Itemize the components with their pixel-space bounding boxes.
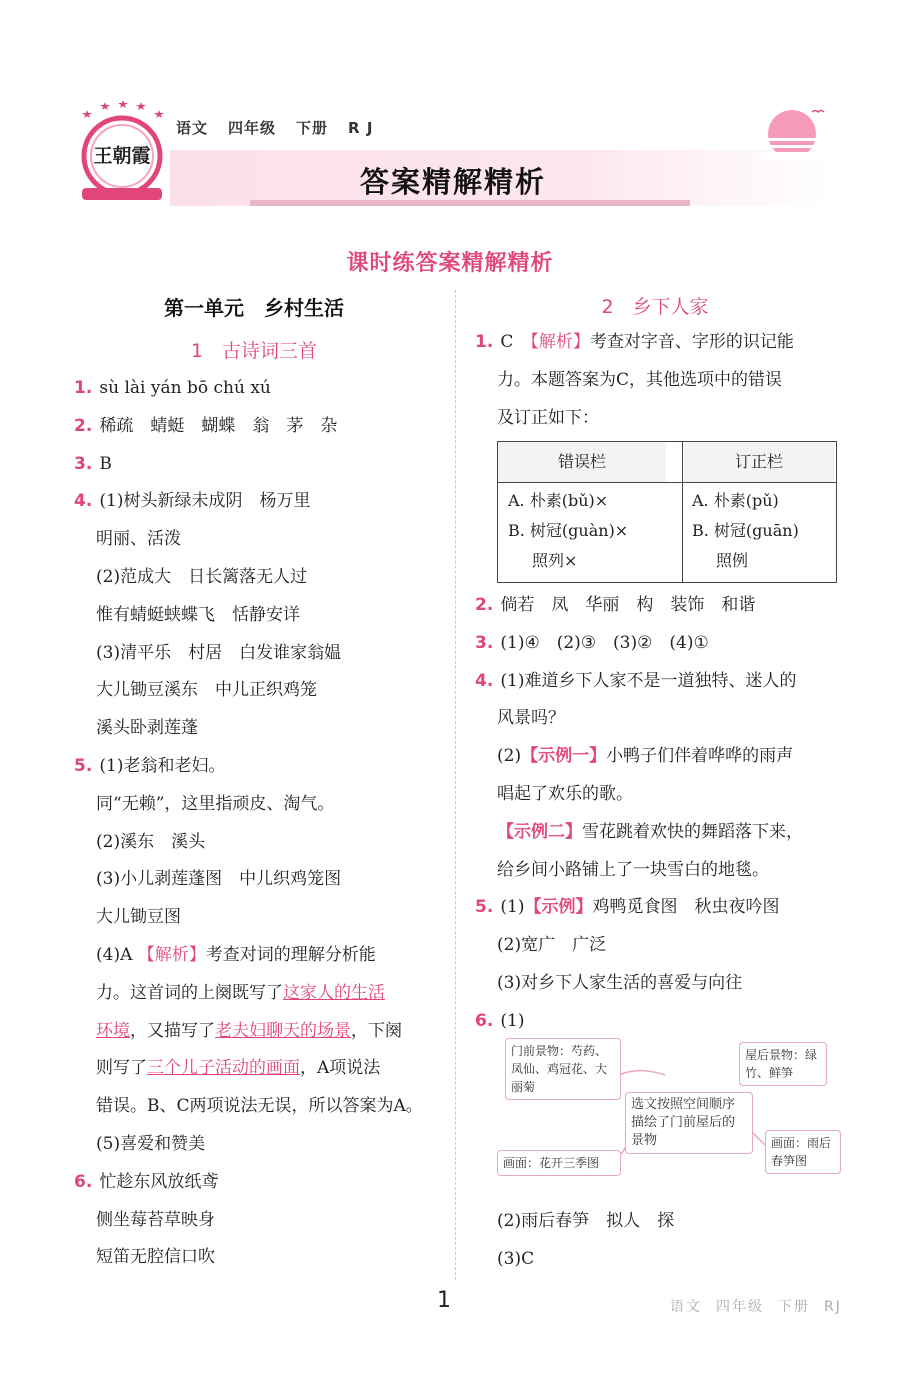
answer-line	[74, 1126, 434, 1164]
answer-text: (3)小儿剥莲蓬图 中儿织鸡笼图	[96, 869, 342, 890]
answer-line: 力。这首词的上阕既写了这家人的生活	[96, 982, 385, 1003]
answer-line	[475, 663, 835, 701]
answer-line: (2)宽广 广泛	[497, 935, 607, 956]
answer-text: 同“无赖”，这里指顽皮、淘气。	[96, 793, 335, 814]
question-number: 3.	[74, 453, 93, 474]
answer-line	[74, 370, 434, 408]
correction-table	[497, 441, 837, 583]
question-number: 2.	[74, 415, 93, 436]
brand-logo	[74, 100, 170, 208]
answer-line: 给乡间小路铺上了一块雪白的地毯。	[497, 859, 769, 880]
page-title: 答案精解精析	[360, 165, 547, 199]
answer-line	[74, 597, 434, 635]
question-number: 3.	[475, 632, 494, 653]
right-answers-3	[475, 1203, 835, 1279]
answer-line: (2)【示例一】小鸭子们伴着哗哗的雨声	[497, 746, 794, 767]
answer-line	[74, 1202, 434, 1240]
table-cell-wrong: A. 朴素(bǔ)× B. 树冠(guàn)× 照列×	[508, 491, 629, 570]
answer-line	[74, 521, 434, 559]
answer-line: 唱起了欢乐的歌。	[497, 783, 633, 804]
page-number: 1	[437, 1288, 451, 1313]
answer-line: 环境，又描写了老夫妇聊天的场景，下阕	[96, 1020, 402, 1041]
answer-line: 1. C 【解析】考查对字音、字形的识记能	[475, 332, 794, 352]
answer-line	[74, 824, 434, 862]
mind-map	[495, 1030, 840, 1195]
answer-text: (1)老翁和老妇。	[99, 755, 226, 776]
question-number: 5.	[74, 755, 93, 776]
lesson-heading-2: 2 乡下人家	[601, 296, 709, 318]
answer-line: 则写了三个儿子活动的画面，A项说法	[96, 1058, 381, 1079]
header-edition: R J	[348, 119, 374, 137]
answer-line: (4)A 【解析】考查对词的理解分析能	[96, 944, 376, 965]
analysis-tag: 【解析】	[137, 944, 206, 965]
column-divider	[455, 290, 456, 1280]
table-header-wrong: 错误栏	[498, 442, 666, 482]
answer-text: (3)清平乐 村居 白发谁家翁媪	[96, 642, 342, 663]
answer-line	[74, 786, 434, 824]
answer-line	[74, 1164, 434, 1202]
footer-meta: 语文 四年级 下册 RJ	[670, 1299, 842, 1315]
answer-line: 6. (1)	[475, 1010, 525, 1031]
answer-text: B	[99, 453, 112, 474]
answer-text: (2)范成大 日长篱落无人过	[96, 566, 308, 587]
answer-line	[74, 748, 434, 786]
answer-line	[74, 635, 434, 673]
answer-text: sù lài yán bō chú xú	[99, 378, 271, 398]
answer-text: 溪头卧剥莲蓬	[96, 718, 198, 739]
answer-line	[74, 899, 434, 937]
answer-line	[74, 408, 434, 446]
question-number: 1.	[74, 378, 93, 398]
answer-text: (1)树头新绿未成阴 杨万里	[99, 491, 311, 512]
header-meta	[176, 117, 393, 138]
answer-text: (2)溪东 溪头	[96, 831, 206, 852]
sun-icon	[760, 100, 830, 160]
question-number: 4.	[74, 491, 93, 512]
answer-line	[74, 710, 434, 748]
right-answers-2	[475, 587, 835, 1041]
answer-line: (3)C	[497, 1248, 535, 1269]
unit-heading: 第一单元 乡村生活	[164, 296, 344, 320]
answer-text: 侧坐莓苔草映身	[96, 1209, 215, 1230]
answer-line	[74, 672, 434, 710]
answer-text: 明丽、活泼	[96, 529, 181, 550]
answer-line: (2)雨后春笋 拟人 探	[497, 1211, 675, 1231]
answer-text: 大儿锄豆图	[96, 907, 181, 928]
answer-line: 5. (1)【示例】鸡鸭觅食图 秋虫夜吟图	[475, 897, 780, 918]
answer-text: (5)喜爱和赞美	[96, 1133, 206, 1154]
answer-text: (1)难道乡下人家不是一道独特、迷人的	[500, 670, 797, 691]
answer-line: 及订正如下：	[497, 407, 599, 428]
answer-line	[475, 587, 835, 625]
table-cell-fix: A. 朴素(pǔ) B. 树冠(guān) 照例	[692, 491, 799, 570]
answer-line	[74, 446, 434, 484]
answer-line: (3)对乡下人家生活的喜爱与向往	[497, 972, 743, 993]
mindmap-pic1: 画面：花开三季图	[497, 1150, 621, 1176]
header-volume: 下册	[296, 119, 329, 137]
mindmap-front: 门前景物：芍药、凤仙、鸡冠花、大丽菊	[505, 1038, 621, 1100]
answer-line: 错误。B、C两项说法无误，所以答案为A。	[96, 1096, 423, 1117]
left-answers	[74, 370, 434, 1277]
header-grade: 四年级	[228, 119, 277, 137]
answer-line	[74, 559, 434, 597]
answer-text: 大儿锄豆溪东 中儿正织鸡笼	[96, 680, 317, 701]
section-title: 课时练答案精解精析	[346, 251, 554, 276]
mindmap-center: 选文按照空间顺序描绘了门前屋后的景物	[625, 1092, 753, 1154]
mindmap-pic2: 画面：雨后春笋图	[765, 1130, 841, 1174]
answer-line: 力。本题答案为C，其他选项中的错误	[497, 369, 783, 390]
header-subject: 语文	[176, 119, 209, 137]
question-number: 4.	[475, 670, 494, 691]
question-number: 2.	[475, 595, 494, 615]
answer-line	[74, 861, 434, 899]
answer-text: 忙趁东风放纸鸢	[99, 1171, 219, 1192]
answer-text: 短笛无腔信口吹	[96, 1247, 215, 1268]
mindmap-back: 屋后景物：绿竹、鲜笋	[739, 1042, 827, 1086]
answer-line	[74, 1239, 434, 1277]
brand-logo-text: 王朝霞	[93, 145, 151, 167]
answer-text: 惟有蜻蜓蛱蝶飞 恬静安详	[96, 604, 300, 625]
question-number: 6.	[74, 1171, 93, 1192]
answer-text: 稀疏 蜻蜓 蝴蝶 翁 茅 杂	[99, 415, 338, 436]
answer-line	[74, 483, 434, 521]
answer-text: (1)④ (2)③ (3)② (4)①	[500, 632, 709, 653]
answer-line: 【示例二】雪花跳着欢快的舞蹈落下来，	[497, 821, 803, 842]
right-answers	[475, 324, 835, 437]
table-header-fix: 订正栏	[684, 442, 834, 482]
lesson-heading: 1 古诗词三首	[190, 340, 318, 362]
answer-text: 风景吗？	[497, 708, 565, 729]
answer-line	[475, 700, 835, 738]
analysis-tag: 【解析】	[530, 332, 590, 352]
answer-line	[475, 625, 835, 663]
answer-text: 倘若 凤 华丽 构 装饰 和谐	[500, 595, 756, 615]
